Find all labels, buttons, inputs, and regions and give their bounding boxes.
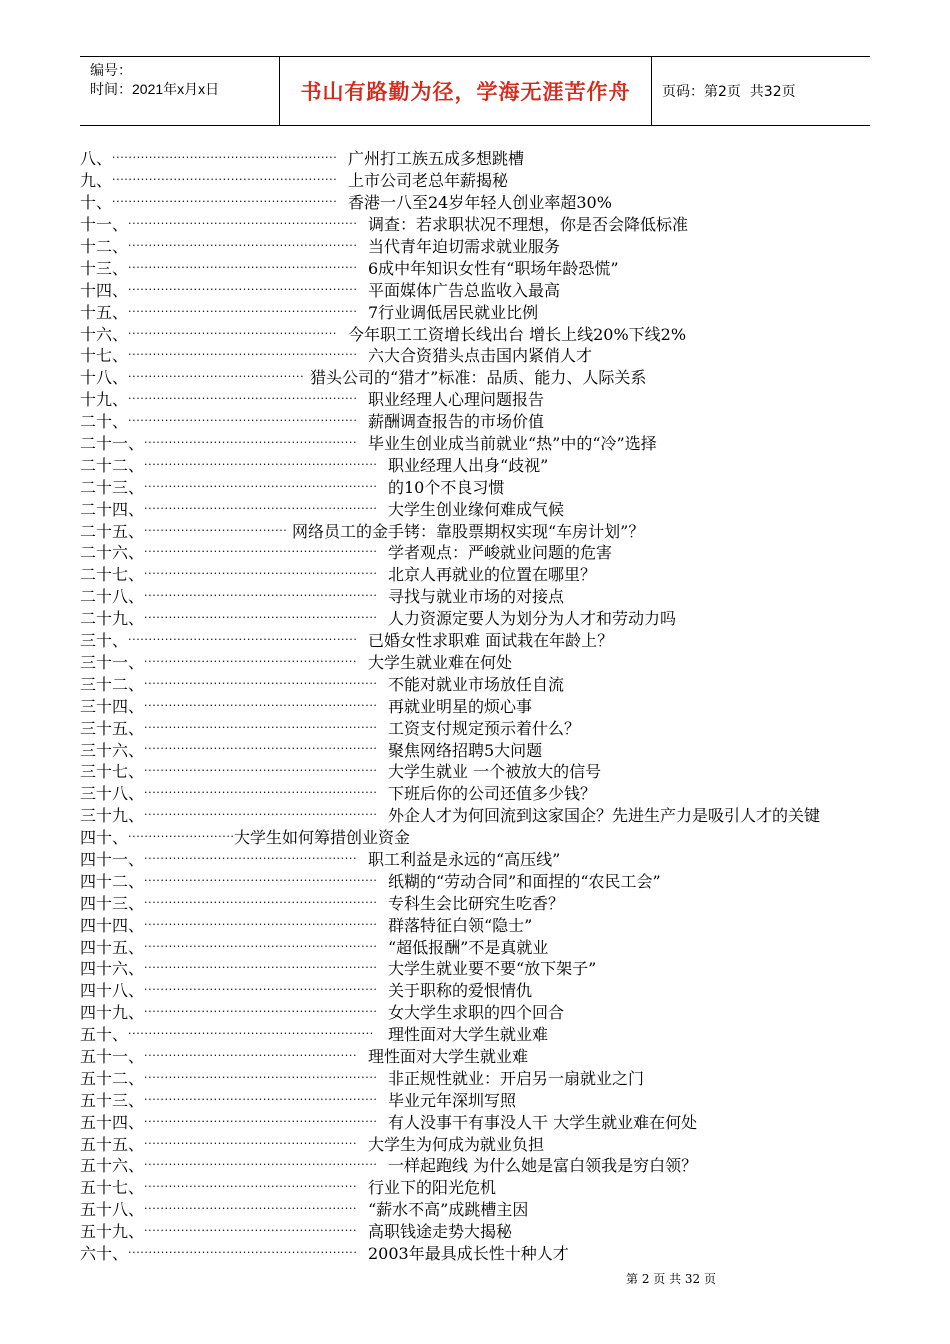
toc-entry[interactable] bbox=[80, 607, 770, 629]
toc-entry-title: 女大学生求职的四个回合 bbox=[388, 1003, 565, 1023]
toc-entry-number: 四十三、 bbox=[80, 893, 145, 913]
toc-leader-dots: ························································· bbox=[144, 917, 378, 931]
toc-entry[interactable] bbox=[80, 804, 821, 826]
toc-entry-number: 五十二、 bbox=[80, 1068, 145, 1088]
header-motto-cell bbox=[280, 57, 652, 125]
toc-entry-title: 非正规性就业：开启另一扇就业之门 bbox=[388, 1068, 645, 1088]
toc-entry[interactable] bbox=[80, 191, 770, 213]
toc-leader-dots: ······················································· bbox=[112, 151, 338, 165]
toc-leader-dots: ························································· bbox=[144, 676, 378, 690]
toc-entry-number: 三十一、 bbox=[80, 652, 145, 672]
toc-leader-dots: ···················································· bbox=[144, 851, 358, 865]
toc-entry[interactable] bbox=[80, 848, 770, 870]
toc-entry[interactable] bbox=[80, 935, 770, 957]
toc-entry-title: 7行业调低居民就业比例 bbox=[368, 302, 539, 322]
toc-leader-dots: ························································· bbox=[144, 479, 378, 493]
toc-entry[interactable] bbox=[80, 497, 770, 519]
toc-entry-title: 一样起跑线 为什么她是富白领我是穷白领？ bbox=[388, 1156, 698, 1176]
toc-entry-number: 十四、 bbox=[80, 280, 129, 300]
toc-entry-number: 五十、 bbox=[80, 1025, 129, 1045]
toc-entry-number: 四十、 bbox=[80, 828, 129, 848]
toc-entry[interactable] bbox=[80, 169, 770, 191]
toc-entry-number: 五十八、 bbox=[80, 1200, 145, 1220]
toc-entry[interactable] bbox=[80, 1023, 770, 1045]
toc-entry-title: 广州打工族五成多想跳槽 bbox=[348, 149, 525, 169]
toc-entry-title: 人力资源定要人为划分为人才和劳动力吗 bbox=[388, 609, 677, 629]
toc-entry[interactable] bbox=[80, 344, 770, 366]
toc-entry[interactable] bbox=[80, 1088, 770, 1110]
toc-leader-dots: ························································· bbox=[144, 720, 378, 734]
toc-entry[interactable] bbox=[80, 1132, 770, 1154]
toc-entry-number: 三十二、 bbox=[80, 674, 145, 694]
toc-entry[interactable] bbox=[80, 300, 770, 322]
toc-entry[interactable] bbox=[80, 585, 770, 607]
toc-leader-dots: ························································· bbox=[144, 961, 378, 975]
toc-entry-number: 三十五、 bbox=[80, 718, 145, 738]
toc-entry-title: “超低报酬”不是真就业 bbox=[388, 937, 549, 957]
toc-entry-title: 当代青年迫切需求就业服务 bbox=[368, 237, 561, 257]
toc-entry-title: 职业经理人出身“歧视” bbox=[388, 455, 549, 475]
toc-entry-number: 五十七、 bbox=[80, 1178, 145, 1198]
toc-entry[interactable] bbox=[80, 1110, 770, 1132]
toc-entry-number: 四十八、 bbox=[80, 981, 145, 1001]
toc-entry[interactable] bbox=[80, 1066, 770, 1088]
toc-entry-number: 十八、 bbox=[80, 368, 129, 388]
toc-entry-number: 五十三、 bbox=[80, 1090, 145, 1110]
toc-entry-title: 学者观点：严峻就业问题的危害 bbox=[388, 543, 613, 563]
toc-entry[interactable] bbox=[80, 738, 770, 760]
toc-entry-number: 六十、 bbox=[80, 1243, 129, 1263]
toc-entry-title: 职工利益是永远的“高压线” bbox=[368, 849, 561, 869]
toc-entry-number: 三十、 bbox=[80, 631, 129, 651]
toc-entry-title: 北京人再就业的位置在哪里？ bbox=[388, 565, 597, 585]
toc-entry-number: 二十一、 bbox=[80, 434, 145, 454]
toc-leader-dots: ························································ bbox=[128, 1245, 358, 1259]
toc-entry-title: 聚焦网络招聘5大问题 bbox=[388, 740, 543, 760]
toc-entry-number: 四十四、 bbox=[80, 915, 145, 935]
toc-entry-number: 二十四、 bbox=[80, 499, 145, 519]
toc-leader-dots: ···················································· bbox=[144, 1136, 358, 1150]
toc-leader-dots: ························································· bbox=[144, 808, 378, 822]
toc-entry[interactable] bbox=[80, 1176, 770, 1198]
toc-entry-title: 大学生就业难在何处 bbox=[368, 652, 513, 672]
toc-entry[interactable] bbox=[80, 672, 770, 694]
toc-entry-number: 十六、 bbox=[80, 324, 129, 344]
toc-entry[interactable] bbox=[80, 366, 770, 388]
toc-entry-number: 十一、 bbox=[80, 215, 129, 235]
toc-entry-number: 十五、 bbox=[80, 302, 129, 322]
toc-entry[interactable] bbox=[80, 388, 770, 410]
toc-leader-dots: ···················································· bbox=[144, 1224, 358, 1238]
toc-entry-title: 纸糊的“劳动合同”和面捏的“农民工会” bbox=[388, 871, 661, 891]
toc-entry-number: 十、 bbox=[80, 193, 113, 213]
toc-entry-number: 十二、 bbox=[80, 237, 129, 257]
toc-leader-dots: ························································ bbox=[128, 304, 358, 318]
header-page-info: 页码：第2页 共32页 bbox=[662, 84, 796, 100]
toc-entry-title: 毕业元年深圳写照 bbox=[388, 1090, 517, 1110]
toc-entry-title: “薪水不高”成跳槽主因 bbox=[368, 1200, 529, 1220]
toc-leader-dots: ························································· bbox=[144, 567, 378, 581]
toc-entry-title: 群落特征白领“隐士” bbox=[388, 915, 533, 935]
toc-entry-title: 不能对就业市场放任自流 bbox=[388, 674, 565, 694]
toc-entry-title: 高职钱途走势大揭秘 bbox=[368, 1222, 513, 1242]
toc-entry-number: 二十三、 bbox=[80, 477, 145, 497]
toc-entry-number: 四十九、 bbox=[80, 1003, 145, 1023]
toc-entry-title: 网络员工的金手铐：靠股票期权实现“车房计划”？ bbox=[292, 521, 645, 541]
toc-leader-dots: ························································· bbox=[144, 786, 378, 800]
toc-leader-dots: ·························· bbox=[128, 830, 235, 844]
toc-leader-dots: ························································· bbox=[144, 589, 378, 603]
toc-entry-title: 大学生为何成为就业负担 bbox=[368, 1134, 545, 1154]
toc-leader-dots: ···················································· bbox=[144, 1180, 358, 1194]
toc-entry-number: 二十二、 bbox=[80, 455, 145, 475]
toc-leader-dots: ···················································· bbox=[144, 1048, 358, 1062]
toc-leader-dots: ························································ bbox=[128, 414, 358, 428]
toc-leader-dots: ························································· bbox=[144, 1092, 378, 1106]
header-page-cell bbox=[652, 57, 870, 125]
toc-entry-number: 二十五、 bbox=[80, 521, 145, 541]
toc-entry[interactable] bbox=[80, 629, 770, 651]
page-header bbox=[80, 56, 870, 126]
toc-entry-number: 五十四、 bbox=[80, 1112, 145, 1132]
toc-entry-title: 毕业生创业成当前就业“热”中的“冷”选择 bbox=[368, 434, 657, 454]
toc-entry-title: 上市公司老总年薪揭秘 bbox=[348, 171, 509, 191]
toc-leader-dots: ························································ bbox=[128, 282, 358, 296]
toc-leader-dots: ························································· bbox=[144, 895, 378, 909]
toc-leader-dots: ························································· bbox=[144, 939, 378, 953]
toc-entry[interactable] bbox=[80, 322, 770, 344]
toc-leader-dots: ························································· bbox=[144, 611, 378, 625]
toc-entry-number: 四十五、 bbox=[80, 937, 145, 957]
toc-entry[interactable] bbox=[80, 826, 770, 848]
toc-leader-dots: ························································ bbox=[128, 239, 358, 252]
toc-entry-title: 的10个不良习惯 bbox=[388, 477, 505, 497]
toc-entry[interactable] bbox=[80, 869, 770, 891]
toc-leader-dots: ···················································· bbox=[144, 436, 358, 450]
toc-leader-dots: ························································· bbox=[144, 1158, 378, 1172]
page-footer: 第 2 页 共 32 页 bbox=[626, 1272, 716, 1286]
toc-leader-dots: ···················································· bbox=[144, 1202, 358, 1216]
toc-entry-number: 五十一、 bbox=[80, 1046, 145, 1066]
toc-entry-number: 九、 bbox=[80, 171, 113, 191]
toc-entry-number: 二十六、 bbox=[80, 543, 145, 563]
toc-entry-title: 寻找与就业市场的对接点 bbox=[388, 587, 565, 607]
toc-entry-title: 工资支付规定预示着什么？ bbox=[388, 718, 581, 738]
toc-entry[interactable] bbox=[80, 432, 770, 454]
toc-entry-title: 职业经理人心理问题报告 bbox=[368, 390, 545, 410]
toc-entry-title: 专科生会比研究生吃香？ bbox=[388, 893, 565, 913]
table-of-contents bbox=[80, 147, 821, 1263]
toc-entry[interactable] bbox=[80, 410, 770, 432]
toc-entry[interactable] bbox=[80, 957, 770, 979]
toc-entry[interactable] bbox=[80, 913, 770, 935]
toc-entry-number: 二十、 bbox=[80, 412, 129, 432]
toc-entry[interactable] bbox=[80, 235, 770, 257]
toc-entry-number: 二十七、 bbox=[80, 565, 145, 585]
toc-leader-dots: ···················································· bbox=[144, 654, 358, 668]
toc-entry-title: 六大合资猎头点击国内紧俏人才 bbox=[368, 346, 593, 366]
toc-entry-title: 平面媒体广告总监收入最高 bbox=[368, 280, 561, 300]
header-meta-cell bbox=[80, 57, 280, 125]
toc-entry-number: 三十七、 bbox=[80, 762, 145, 782]
toc-entry-title: 外企人才为何回流到这家国企？先进生产力是吸引人才的关键 bbox=[388, 806, 821, 826]
toc-entry[interactable] bbox=[80, 1001, 770, 1023]
toc-entry[interactable] bbox=[80, 147, 770, 169]
document-number-label: 编号： bbox=[90, 62, 132, 78]
toc-entry-number: 五十六、 bbox=[80, 1156, 145, 1176]
toc-entry[interactable] bbox=[80, 541, 770, 563]
toc-entry-number: 三十八、 bbox=[80, 784, 145, 804]
toc-entry[interactable] bbox=[80, 979, 770, 1001]
toc-entry-number: 十三、 bbox=[80, 258, 129, 278]
toc-leader-dots: ························································· bbox=[144, 1005, 378, 1019]
toc-entry[interactable] bbox=[80, 213, 770, 235]
toc-entry-number: 三十六、 bbox=[80, 740, 145, 760]
toc-entry-title: 有人没事干有事没人干 大学生就业难在何处 bbox=[388, 1112, 698, 1132]
toc-entry-number: 四十二、 bbox=[80, 871, 145, 891]
toc-leader-dots: ······················································· bbox=[112, 173, 338, 187]
toc-entry[interactable] bbox=[80, 1154, 770, 1176]
toc-entry-title: 关于职称的爱恨情仇 bbox=[388, 981, 533, 1001]
toc-entry-number: 三十九、 bbox=[80, 806, 145, 826]
toc-entry[interactable] bbox=[80, 782, 770, 804]
toc-entry-number: 五十九、 bbox=[80, 1222, 145, 1242]
toc-entry-title: 大学生就业要不要“放下架子” bbox=[388, 959, 597, 979]
toc-entry-title: 猎头公司的“猎才”标准：品质、能力、人际关系 bbox=[310, 368, 647, 388]
toc-leader-dots: ························································· bbox=[144, 983, 378, 997]
toc-entry-title: 再就业明星的烦心事 bbox=[388, 696, 533, 716]
toc-entry-title: 下班后你的公司还值多少钱？ bbox=[388, 784, 597, 804]
toc-entry[interactable] bbox=[80, 475, 770, 497]
toc-entry-number: 三十四、 bbox=[80, 696, 145, 716]
toc-leader-dots: ························································· bbox=[144, 873, 378, 887]
toc-leader-dots: ························································ bbox=[128, 217, 358, 231]
toc-entry[interactable] bbox=[80, 1045, 770, 1067]
toc-entry-title: 大学生创业缘何难成气候 bbox=[388, 499, 565, 519]
toc-entry-title: 今年职工工资增长线出台 增长上线20%下线2% bbox=[348, 324, 687, 344]
toc-leader-dots: ························································· bbox=[144, 1070, 378, 1084]
toc-leader-dots: ························································ bbox=[128, 633, 358, 647]
toc-entry[interactable] bbox=[80, 278, 770, 300]
document-time-label: 时间：2021年x月x日 bbox=[90, 81, 220, 97]
toc-entry[interactable] bbox=[80, 1220, 770, 1242]
toc-entry-title: 6成中年知识女性有“职场年龄恐慌” bbox=[368, 258, 619, 278]
toc-entry-number: 五十五、 bbox=[80, 1134, 145, 1154]
toc-entry-title: 调查：若求职状况不理想，你是否会降低标准 bbox=[368, 215, 689, 235]
toc-leader-dots: ························································ bbox=[128, 348, 358, 362]
toc-entry[interactable] bbox=[80, 760, 770, 782]
toc-entry-title: 薪酬调查报告的市场价值 bbox=[368, 412, 545, 432]
toc-entry[interactable] bbox=[80, 519, 770, 541]
toc-leader-dots: ··································· bbox=[144, 523, 288, 537]
toc-entry-title: 大学生就业 一个被放大的信号 bbox=[388, 762, 602, 782]
toc-entry[interactable] bbox=[80, 891, 770, 913]
toc-leader-dots: ························································· bbox=[144, 1114, 378, 1128]
toc-entry-number: 四十六、 bbox=[80, 959, 145, 979]
toc-entry-number: 十九、 bbox=[80, 390, 129, 410]
toc-leader-dots: ························································· bbox=[144, 457, 378, 471]
toc-entry[interactable] bbox=[80, 563, 770, 585]
toc-entry[interactable] bbox=[80, 694, 770, 716]
toc-leader-dots: ························································· bbox=[144, 501, 378, 515]
toc-entry-number: 二十八、 bbox=[80, 587, 145, 607]
toc-leader-dots: ···························································· bbox=[128, 1027, 374, 1041]
toc-entry-number: 八、 bbox=[80, 149, 113, 169]
toc-entry[interactable] bbox=[80, 453, 770, 475]
toc-entry-title: 大学生如何筹措创业资金 bbox=[234, 828, 411, 848]
toc-leader-dots: ··········································· bbox=[128, 370, 305, 384]
toc-leader-dots: ······················································· bbox=[112, 195, 338, 209]
toc-entry[interactable] bbox=[80, 256, 770, 278]
toc-leader-dots: ························································ bbox=[128, 392, 358, 406]
toc-leader-dots: ··················································· bbox=[128, 326, 337, 340]
toc-leader-dots: ························································ bbox=[128, 260, 358, 274]
toc-entry-number: 二十九、 bbox=[80, 609, 145, 629]
toc-leader-dots: ························································· bbox=[144, 545, 378, 559]
toc-entry-title: 理性面对大学生就业难 bbox=[388, 1025, 549, 1045]
toc-entry[interactable] bbox=[80, 1242, 770, 1264]
toc-entry-title: 理性面对大学生就业难 bbox=[368, 1046, 529, 1066]
toc-entry-title: 香港一八至24岁年轻人创业率超30% bbox=[348, 193, 612, 213]
toc-entry[interactable] bbox=[80, 716, 770, 738]
toc-leader-dots: ························································· bbox=[144, 764, 378, 778]
toc-entry-number: 四十一、 bbox=[80, 849, 145, 869]
toc-leader-dots: ························································· bbox=[144, 742, 378, 756]
toc-entry-number: 十七、 bbox=[80, 346, 129, 366]
toc-entry-title: 行业下的阳光危机 bbox=[368, 1178, 497, 1198]
header-motto: 书山有路勤为径，学海无涯苦作舟 bbox=[300, 79, 631, 104]
toc-entry-title: 2003年最具成长性十种人才 bbox=[368, 1243, 569, 1263]
toc-entry[interactable] bbox=[80, 650, 770, 672]
toc-entry[interactable] bbox=[80, 1198, 770, 1220]
toc-leader-dots: ························································· bbox=[144, 698, 378, 712]
toc-entry-title: 已婚女性求职难 面试栽在年龄上？ bbox=[368, 631, 614, 651]
